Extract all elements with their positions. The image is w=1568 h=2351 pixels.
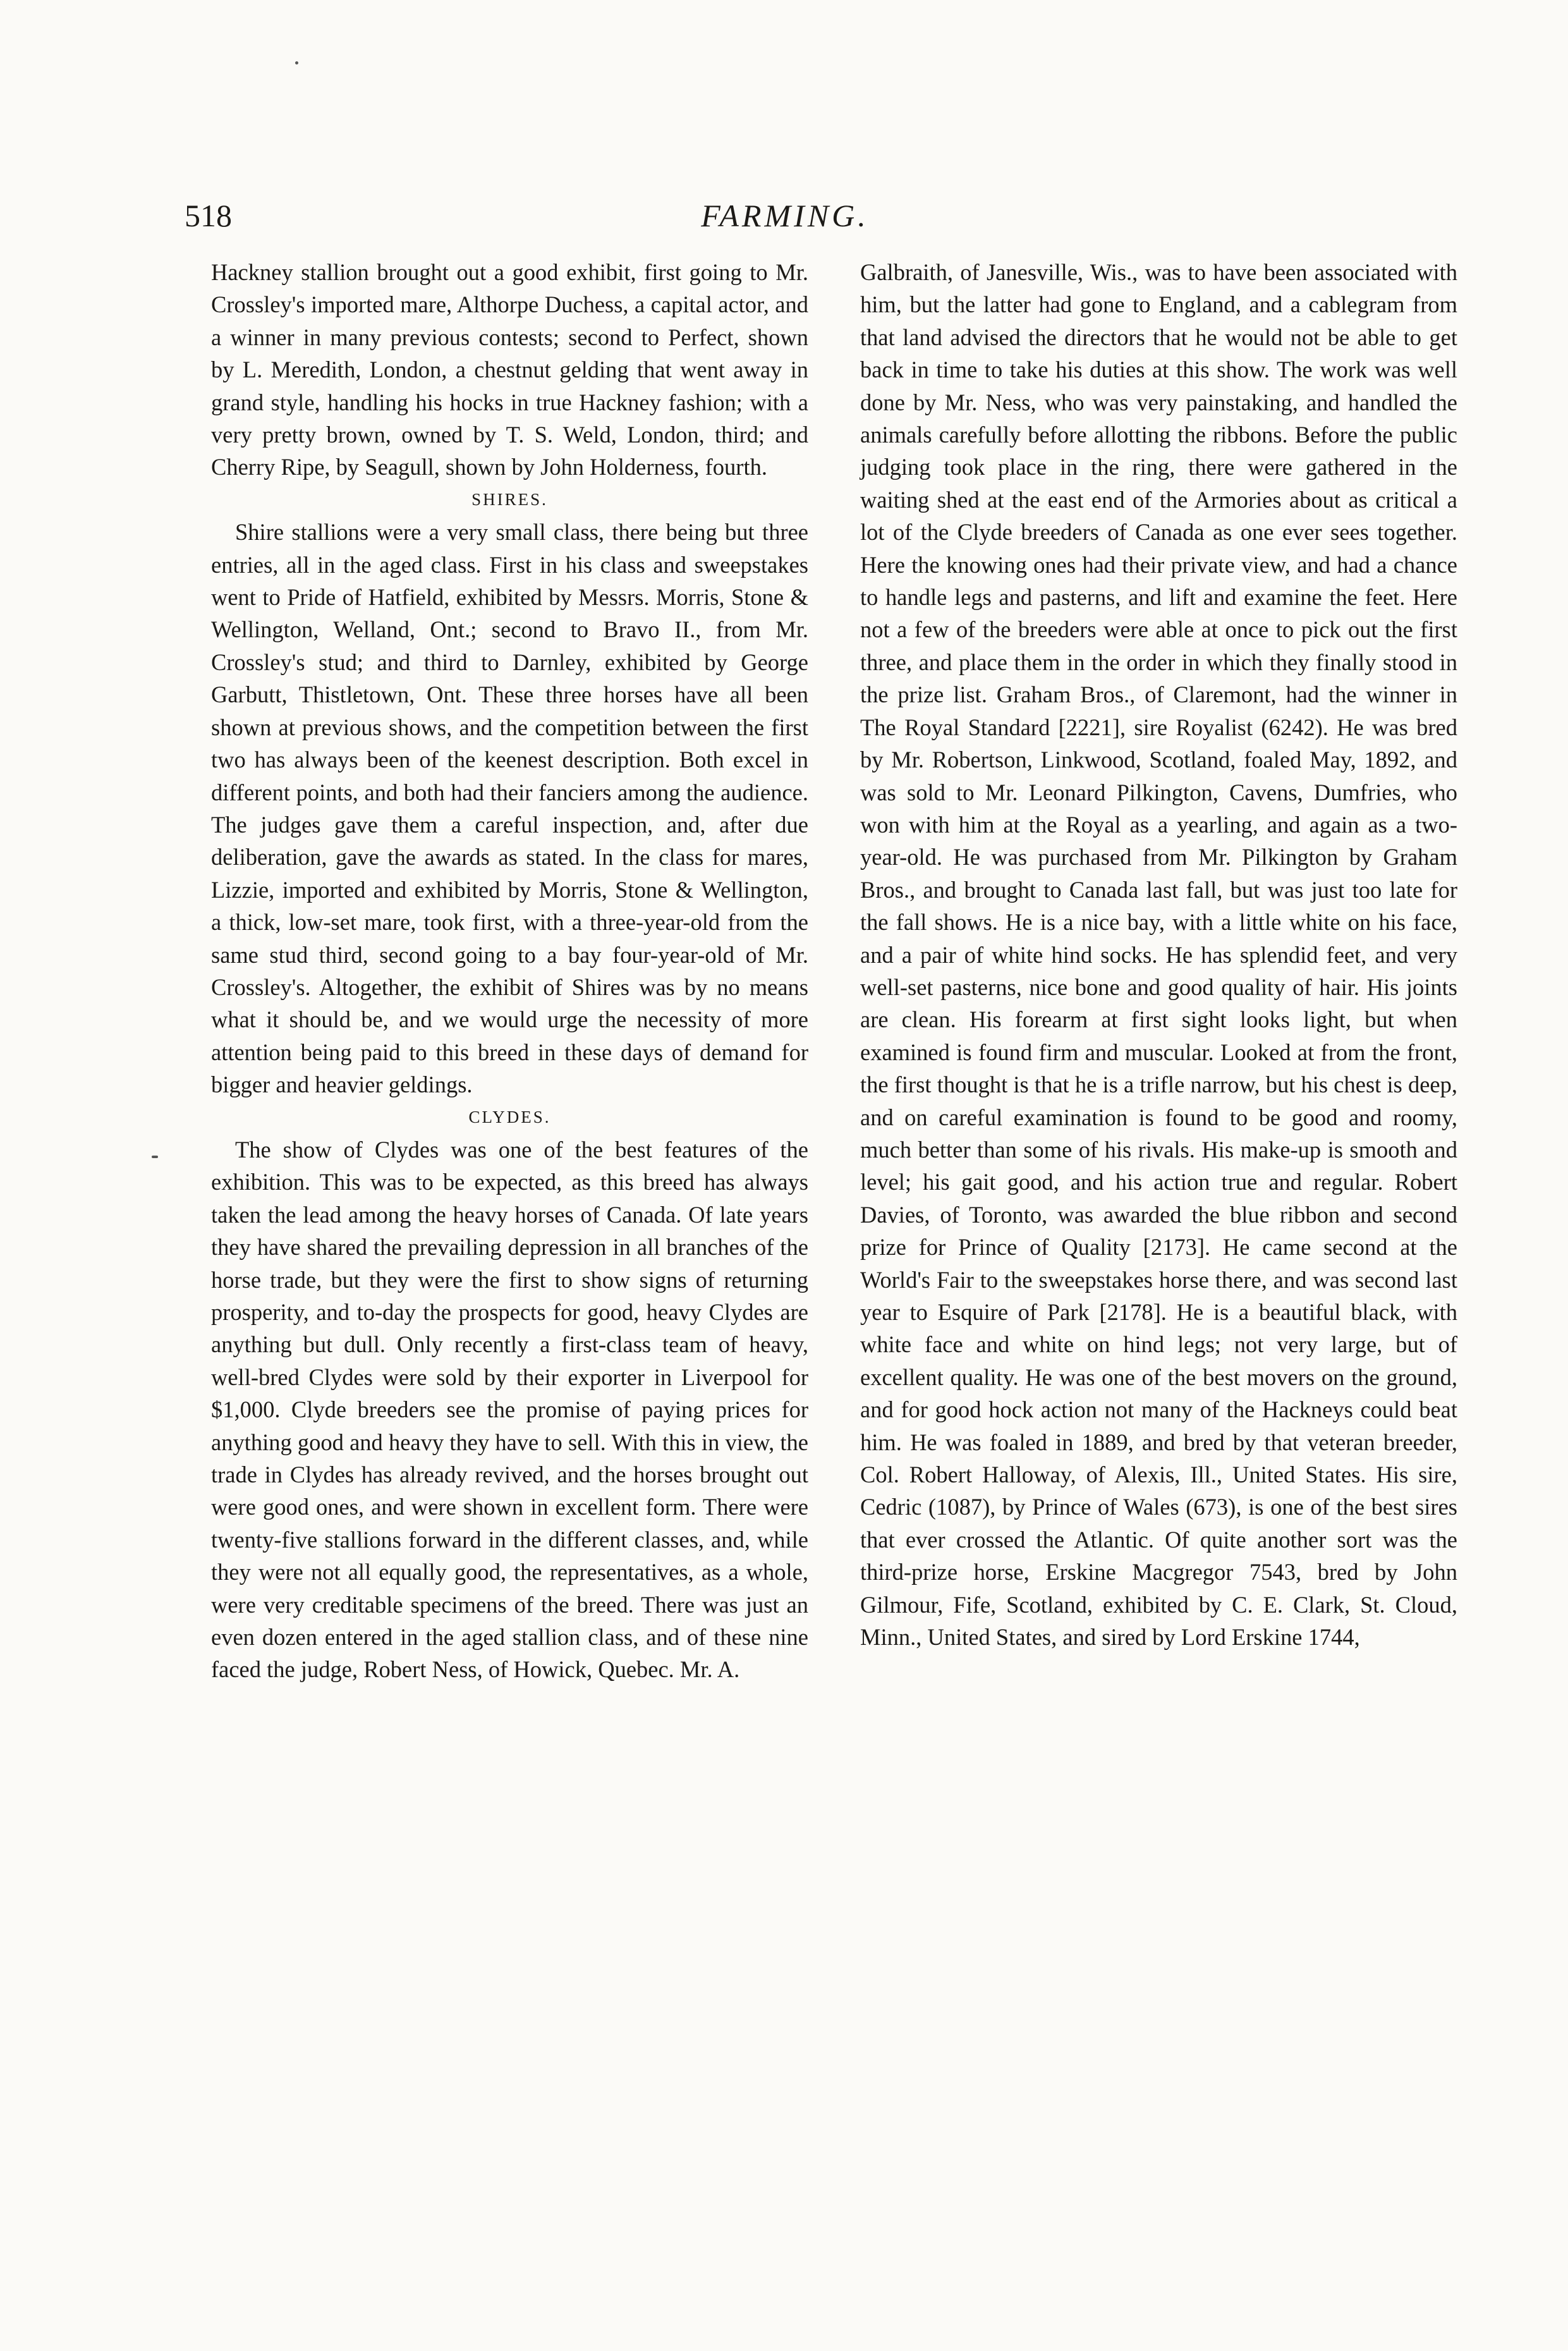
- page-header: [185, 197, 1385, 248]
- section-heading-shires: SHIRES.: [471, 489, 548, 509]
- running-title: FARMING.: [701, 198, 869, 233]
- paragraph: The show of Clydes was one of the best features of the exhibition. This was to be expected, as this breed has always taken the lead among the heavy horses of Canada. Of late years they have shared the prevailing depression in all branches of the horse trade, but they were the first to show signs of returning prosperity, and to-day the prospects for good, heavy Clydes are anything but dull. Only recently a first-class team of heavy, well-bred Clydes were sold by their exporter in Liverpool for $1,000. Clyde breeders see the promise of paying prices for anything good and heavy they have to sell. With this in view, the trade in Clydes has already revived, and the horses brought out were good ones, and were shown in excellent form. There were twenty-five stallions forward in the different classes, and, while they were not all equally good, the representatives, as a whole, were very creditable specimens of the breed. There was just an even dozen entered in the aged stallion class, and of these nine faced the judge, Robert Ness, of Howick, Quebec. Mr. A.: [211, 1136, 808, 1683]
- left-column: [211, 256, 808, 2216]
- paragraph: Galbraith, of Janesville, Wis., was to have been associated with him, but the latter had gone to England, and a cablegram from that land advised the directors that he would not be able to get back in time to take his duties at this show. The work was well done by Mr. Ness, who was very painstaking, and handled the animals carefully before allotting the ribbons. Before the public judging took place in the ring, there were gathered in the waiting shed at the east end of the Armories about as critical a lot of the Clyde breeders of Canada as one ever sees together. Here the knowing ones had their private view, and had a chance to handle legs and pasterns, and lift and examine the feet. Here not a few of the breeders were able at once to pick out the first three, and place them in the order in which they finally stood in the prize list. Graham Bros., of Claremont, had the winner in The Royal Standard [2221], sire Royalist (6242). He was bred by Mr. Robertson, Linkwood, Scotland, foaled May, 1892, and was sold to Mr. Leonard Pilkington, Cavens, Dumfries, who won with him at the Royal as a yearling, and again as a two-year-old. He was purchased from Mr. Pilkington by Graham Bros., and brought to Canada last fall, but was just too late for the fall shows. He is a nice bay, with a little white on his face, and a pair of white hind socks. He has splendid feet, and very well-set pasterns, nice bone and good quality of hair. His joints are clean. His forearm at first sight looks light, but when examined is found firm and muscular. Looked at from the front, the first thought is that he is a trifle narrow, but his chest is deep, and on careful examination is found to be good and roomy, much better than some of his rivals. His make-up is smooth and level; his gait good, and his action true and regular. Robert Davies, of Toronto, was awarded the blue ribbon and second prize for Prince of Quality [2173]. He came second at the World's Fair to the sweepstakes horse there, and was second last year to Esquire of Park [2178]. He is a beautiful black, with white face and white on hind legs; not very large, but of excellent quality. He was one of the best movers on the ground, and for good hock action not many of the Hackneys could beat him. He was foaled in 1889, and bred by that veteran breeder, Col. Robert Halloway, of Alexis, Ill., United States. His sire, Cedric (1087), by Prince of Wales (673), is one of the best sires that ever crossed the Atlantic. Of quite another sort was the third-prize horse, Erskine Macgregor 7543, bred by John Gilmour, Fife, Scotland, exhibited by C. E. Clark, St. Cloud, Minn., United States, and sired by Lord Erskine 1744,: [860, 259, 1457, 1651]
- page-number: 518: [185, 198, 232, 233]
- right-column: [860, 256, 1457, 2216]
- page-speck: [295, 61, 298, 64]
- paragraph: Hackney stallion brought out a good exhibit, first going to Mr. Crossley's imported mare, Althorpe Duchess, a capital actor, and a winner in many previous contests; second to Perfect, shown by L. Meredith, London, a chestnut gelding that went away in grand style, handling his hocks in true Hackney fashion; with a very pretty brown, owned by T. S. Weld, London, third; and Cherry Ripe, by Seagull, shown by John Holderness, fourth.: [211, 259, 808, 480]
- paragraph: Shire stallions were a very small class, there being but three entries, all in the aged class. First in his class and sweepstakes went to Pride of Hatfield, exhibited by Messrs. Morris, Stone & Wellington, Welland, Ont.; second to Bravo II., from Mr. Crossley's stud; and third to Darnley, exhibited by George Garbutt, Thistletown, Ont. These three horses have all been shown at previous shows, and the competition between the first two has always been of the keenest description. Both excel in different points, and both had their fanciers among the audience. The judges gave them a careful inspection, and, after due deliberation, gave the awards as stated. In the class for mares, Lizzie, imported and exhibited by Morris, Stone & Wellington, a thick, low-set mare, took first, with a three-year-old from the same stud third, second going to a bay four-year-old of Mr. Crossley's. Altogether, the exhibit of Shires was by no means what it should be, and we would urge the necessity of more attention being paid to this breed in these days of demand for bigger and heavier geldings.: [211, 519, 808, 1098]
- section-heading-clydes: CLYDES.: [468, 1107, 551, 1127]
- page-speck: [152, 1156, 158, 1158]
